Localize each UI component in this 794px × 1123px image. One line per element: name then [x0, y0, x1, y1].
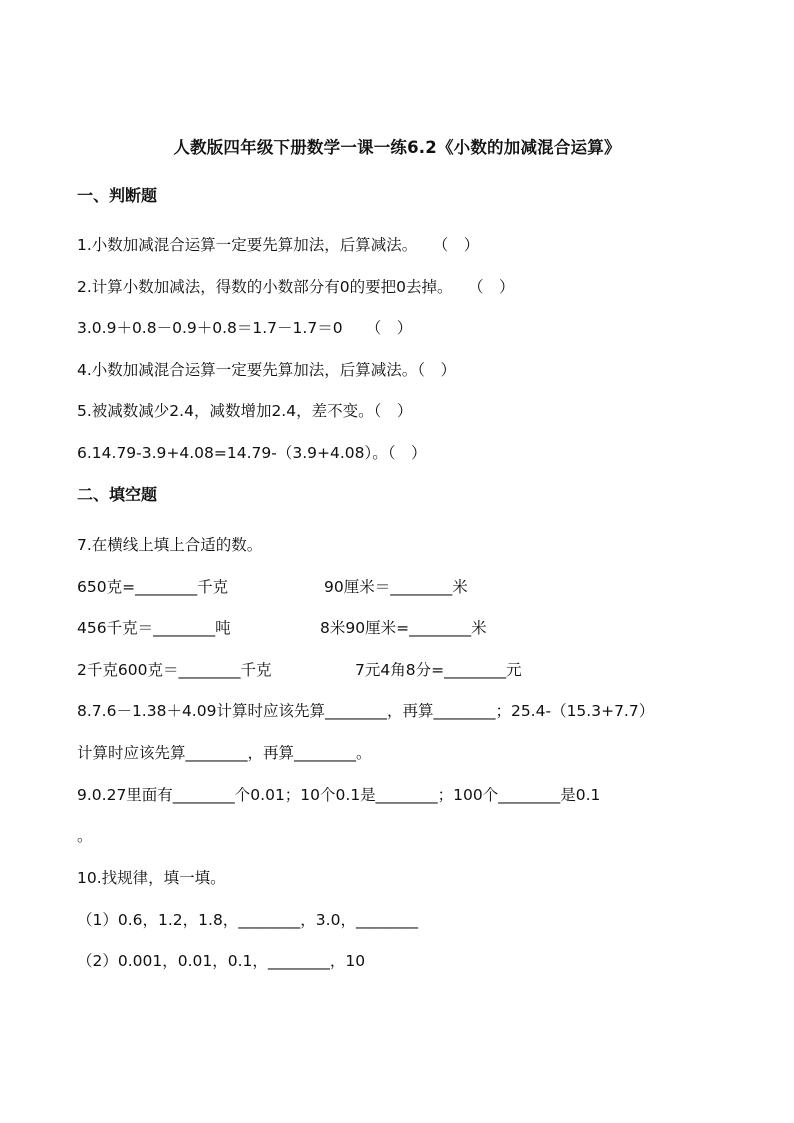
document-title: 人教版四年级下册数学一课一练6.2《小数的加减混合运算》 [173, 138, 621, 157]
section-heading-judgement: 一、判断题 [77, 186, 158, 205]
q7-row3-right: 7元4角8分=________元 [355, 661, 522, 679]
question-3: 3.0.9＋0.8－0.9＋0.8＝1.7－1.7＝0 （ ） [77, 319, 413, 337]
question-8-line1: 8.7.6－1.38＋4.09计算时应该先算________，再算________；25.4-（15.3+7.7） [77, 702, 655, 720]
question-2: 2.计算小数加减法，得数的小数部分有0的要把0去掉。 （ ） [77, 278, 515, 296]
question-7: 7.在横线上填上合适的数。 [77, 536, 263, 554]
question-4: 4.小数加减混合运算一定要先算加法，后算减法。（ ） [77, 361, 457, 379]
section-heading-fill-blank: 二、填空题 [77, 485, 158, 504]
q7-row1-right: 90厘米＝________米 [324, 578, 468, 596]
question-6: 6.14.79-3.9+4.08=14.79-（3.9+4.08）。（ ） [77, 444, 427, 462]
question-1: 1.小数加减混合运算一定要先算加法，后算减法。 （ ） [77, 236, 480, 254]
question-9-line2: 。 [77, 827, 93, 845]
question-10-part1: （1）0.6，1.2，1.8，________，3.0，________ [77, 911, 418, 929]
question-8-line2: 计算时应该先算________，再算________。 [77, 744, 372, 762]
question-10: 10.找规律，填一填。 [77, 869, 226, 887]
question-5: 5.被减数减少2.4，减数增加2.4，差不变。（ ） [77, 402, 413, 420]
q7-row3-left: 2千克600克＝________千克 [77, 661, 272, 679]
q7-row2-left: 456千克＝________吨 [77, 619, 231, 637]
question-10-part2: （2）0.001，0.01，0.1，________，10 [77, 952, 366, 970]
question-9-line1: 9.0.27里面有________个0.01；10个0.1是________；100个________是0.1 [77, 786, 601, 804]
q7-row1-left: 650克=________千克 [77, 578, 229, 596]
q7-row2-right: 8米90厘米=________米 [320, 619, 487, 637]
